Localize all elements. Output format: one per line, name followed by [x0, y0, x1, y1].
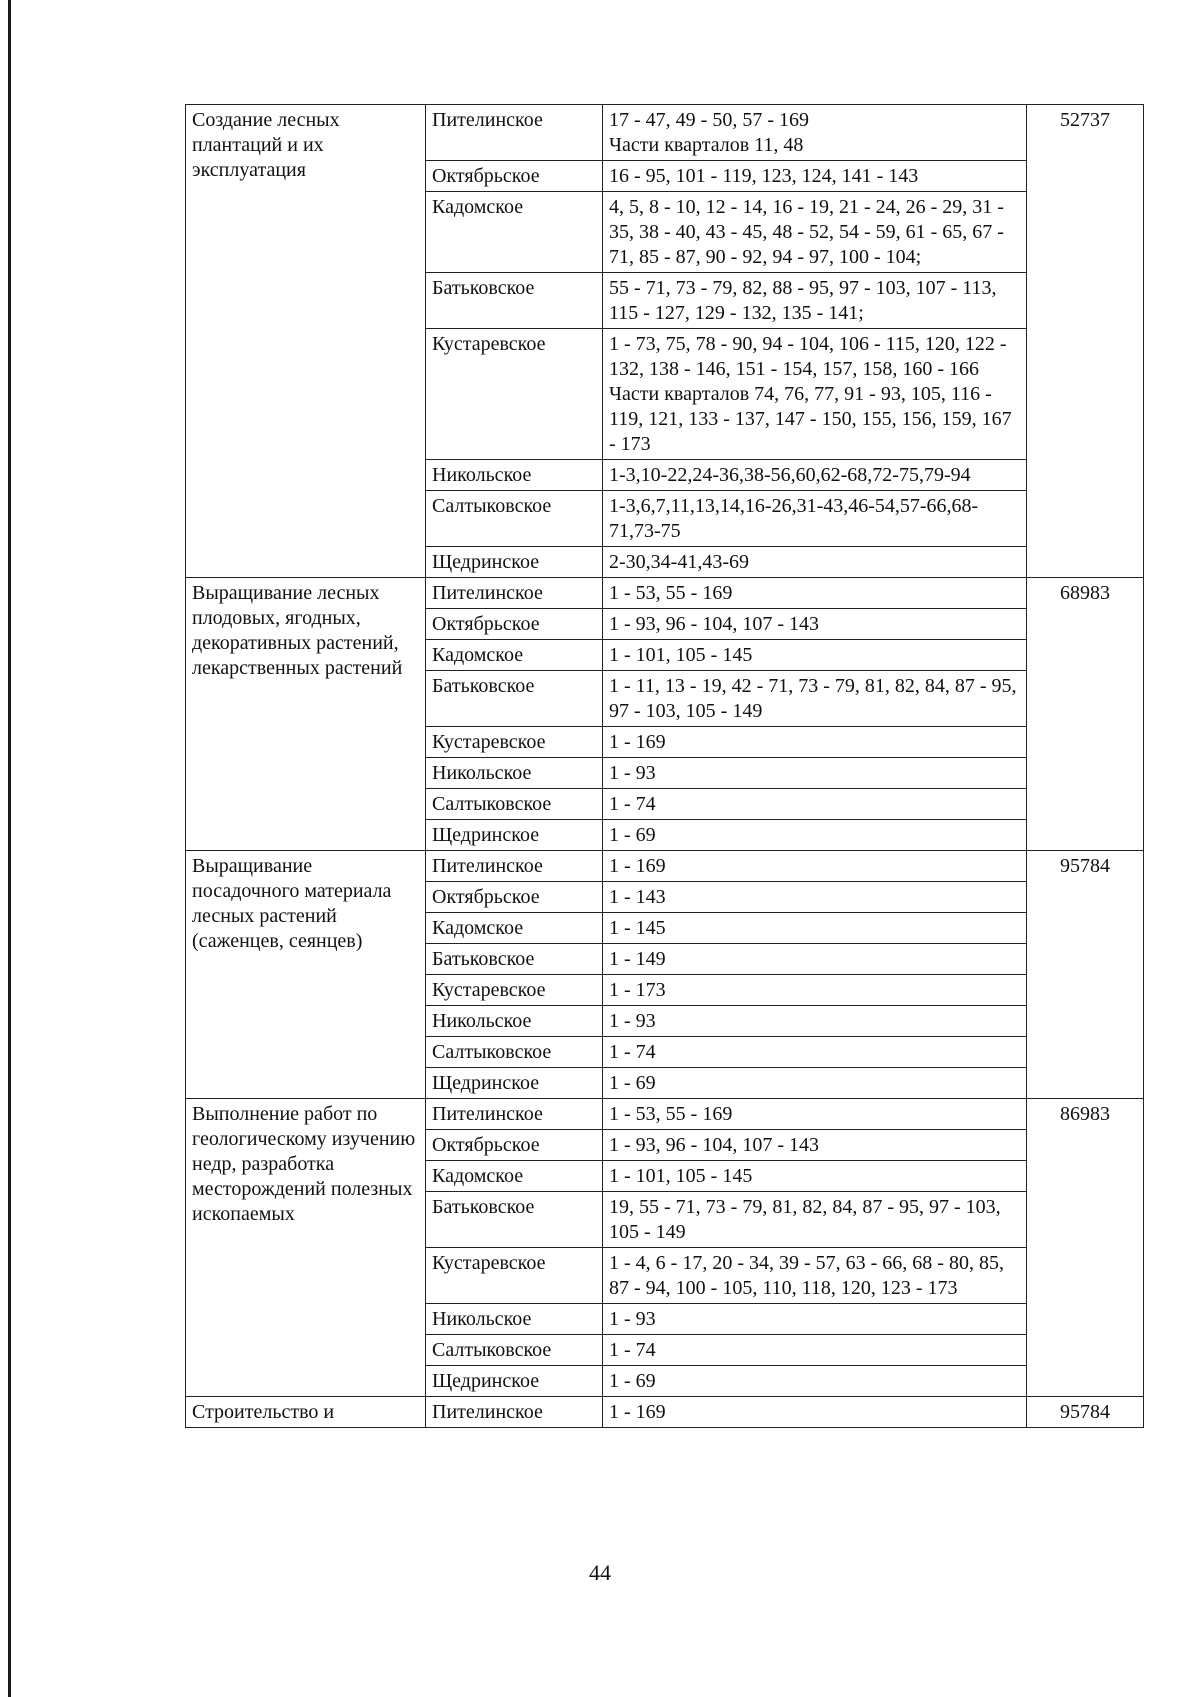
area-cell: 95784	[1027, 851, 1144, 1099]
forestry-cell: Кустаревское	[426, 975, 603, 1006]
quarters-text: 4, 5, 8 - 10, 12 - 14, 16 - 19, 21 - 24, 26 - 29, 31 - 35, 38 - 40, 43 - 45, 48 - 52, 54 - 59, 61 - 65, 67 - 71, 85 - 87, 90 - 92, 94 - 97, 100 - 104;	[609, 196, 1004, 268]
quarters-cell	[603, 1099, 1027, 1130]
quarters-text: 1 - 74	[609, 1041, 656, 1063]
quarters-text: 1 - 169	[609, 1401, 666, 1423]
activity-cell: Выращивание лесных плодовых, ягодных, декоративных растений, лекарственных растений	[186, 578, 426, 851]
quarters-text: 1 - 93	[609, 762, 656, 784]
forestry-cell: Кадомское	[426, 192, 603, 273]
forestry-cell: Батьковское	[426, 1192, 603, 1248]
forestry-cell: Пителинское	[426, 105, 603, 161]
quarters-text: 1 - 74	[609, 793, 656, 815]
forestry-cell: Кадомское	[426, 640, 603, 671]
quarters-text: 1 - 169	[609, 855, 666, 877]
quarters-text: 1 - 69	[609, 824, 656, 846]
quarters-text: 1-3,6,7,11,13,14,16-26,31-43,46-54,57-66,68-71,73-75	[609, 495, 979, 542]
quarters-text: 1 - 93	[609, 1010, 656, 1032]
area-cell: 95784	[1027, 1397, 1144, 1428]
forest-use-table	[185, 104, 1144, 1428]
quarters-cell	[603, 671, 1027, 727]
activity-cell: Выращивание посадочного материала лесных растений (саженцев, сеянцев)	[186, 851, 426, 1099]
area-cell: 52737	[1027, 105, 1144, 578]
forestry-cell: Пителинское	[426, 851, 603, 882]
quarters-text: 1 - 74	[609, 1339, 656, 1361]
quarters-text: 1 - 69	[609, 1072, 656, 1094]
forestry-cell: Щедринское	[426, 1366, 603, 1397]
quarters-text: 16 - 95, 101 - 119, 123, 124, 141 - 143	[609, 165, 919, 187]
forestry-cell: Никольское	[426, 1304, 603, 1335]
quarters-text: 19, 55 - 71, 73 - 79, 81, 82, 84, 87 - 95, 97 - 103, 105 - 149	[609, 1196, 1001, 1243]
quarters-text: 1 - 53, 55 - 169	[609, 1103, 733, 1125]
forestry-cell: Кадомское	[426, 913, 603, 944]
quarters-text: 2-30,34-41,43-69	[609, 551, 749, 573]
quarters-cell	[603, 913, 1027, 944]
quarters-cell	[603, 460, 1027, 491]
quarters-text: 1 - 101, 105 - 145	[609, 1165, 753, 1187]
quarters-cell	[603, 1037, 1027, 1068]
page-number: 44	[589, 1560, 611, 1585]
forestry-cell: Щедринское	[426, 547, 603, 578]
forestry-cell: Пителинское	[426, 578, 603, 609]
quarters-text: 1 - 93	[609, 1308, 656, 1330]
quarters-cell	[603, 727, 1027, 758]
quarters-text: 1 - 73, 75, 78 - 90, 94 - 104, 106 - 115, 120, 122 - 132, 138 - 146, 151 - 154, 157, 158, 160 - 166	[609, 333, 1007, 380]
forestry-cell: Пителинское	[426, 1099, 603, 1130]
quarters-cell	[603, 820, 1027, 851]
quarters-cell	[603, 105, 1027, 161]
forestry-cell: Салтыковское	[426, 1037, 603, 1068]
forestry-cell: Щедринское	[426, 1068, 603, 1099]
forestry-cell: Батьковское	[426, 273, 603, 329]
quarters-cell	[603, 329, 1027, 460]
quarters-text: 1 - 149	[609, 948, 666, 970]
quarters-text: 1 - 69	[609, 1370, 656, 1392]
quarters-text: 1 - 11, 13 - 19, 42 - 71, 73 - 79, 81, 82, 84, 87 - 95, 97 - 103, 105 - 149	[609, 675, 1017, 722]
forestry-cell: Щедринское	[426, 820, 603, 851]
quarters-text: 55 - 71, 73 - 79, 82, 88 - 95, 97 - 103, 107 - 113, 115 - 127, 129 - 132, 135 - 141;	[609, 277, 997, 324]
quarters-cell	[603, 1006, 1027, 1037]
forestry-cell: Октябрьское	[426, 609, 603, 640]
quarters-cell	[603, 1397, 1027, 1428]
table-row	[186, 851, 1144, 882]
quarters-cell	[603, 1248, 1027, 1304]
quarters-cell	[603, 789, 1027, 820]
quarters-cell	[603, 1366, 1027, 1397]
forestry-cell: Октябрьское	[426, 161, 603, 192]
quarters-cell	[603, 609, 1027, 640]
quarters-cell	[603, 491, 1027, 547]
activity-cell: Выполнение работ по геологическому изучению недр, разработка месторождений полезных ископаемых	[186, 1099, 426, 1397]
quarters-cell	[603, 192, 1027, 273]
forestry-cell: Никольское	[426, 758, 603, 789]
quarters-text: 17 - 47, 49 - 50, 57 - 169	[609, 109, 809, 131]
forestry-cell: Кустаревское	[426, 1248, 603, 1304]
quarters-cell	[603, 851, 1027, 882]
quarters-cell	[603, 273, 1027, 329]
quarters-text: 1 - 101, 105 - 145	[609, 644, 753, 666]
area-cell: 86983	[1027, 1099, 1144, 1397]
table-row	[186, 1099, 1144, 1130]
quarters-text: 1 - 143	[609, 886, 666, 908]
quarters-cell	[603, 578, 1027, 609]
table-row	[186, 578, 1144, 609]
quarters-text: Части кварталов 74, 76, 77, 91 - 93, 105, 116 - 119, 121, 133 - 137, 147 - 150, 155, 156, 159, 167 - 173	[609, 383, 1012, 455]
area-cell: 68983	[1027, 578, 1144, 851]
quarters-cell	[603, 1335, 1027, 1366]
forestry-cell: Пителинское	[426, 1397, 603, 1428]
activity-cell: Создание лесных плантаций и их эксплуатация	[186, 105, 426, 578]
forestry-cell: Батьковское	[426, 671, 603, 727]
quarters-cell	[603, 882, 1027, 913]
quarters-cell	[603, 758, 1027, 789]
forestry-cell: Батьковское	[426, 944, 603, 975]
quarters-text: Части кварталов 11, 48	[609, 134, 804, 156]
activity-cell: Строительство и	[186, 1397, 426, 1428]
forestry-cell: Кадомское	[426, 1161, 603, 1192]
forestry-cell: Никольское	[426, 1006, 603, 1037]
forestry-cell: Никольское	[426, 460, 603, 491]
forestry-cell: Салтыковское	[426, 491, 603, 547]
quarters-cell	[603, 640, 1027, 671]
quarters-cell	[603, 1068, 1027, 1099]
forestry-cell: Кустаревское	[426, 727, 603, 758]
forestry-cell: Кустаревское	[426, 329, 603, 460]
quarters-cell	[603, 547, 1027, 578]
quarters-cell	[603, 1304, 1027, 1335]
document-page	[185, 104, 1145, 1428]
quarters-text: 1 - 53, 55 - 169	[609, 582, 733, 604]
quarters-text: 1 - 4, 6 - 17, 20 - 34, 39 - 57, 63 - 66, 68 - 80, 85, 87 - 94, 100 - 105, 110, 118, 120, 123 - 173	[609, 1252, 1004, 1299]
table-row	[186, 1397, 1144, 1428]
quarters-cell	[603, 975, 1027, 1006]
quarters-cell	[603, 161, 1027, 192]
quarters-text: 1 - 93, 96 - 104, 107 - 143	[609, 613, 819, 635]
quarters-cell	[603, 1192, 1027, 1248]
quarters-text: 1 - 145	[609, 917, 666, 939]
quarters-cell	[603, 1161, 1027, 1192]
binding-line	[8, 0, 11, 1697]
quarters-text: 1-3,10-22,24-36,38-56,60,62-68,72-75,79-94	[609, 464, 971, 486]
quarters-text: 1 - 169	[609, 731, 666, 753]
quarters-text: 1 - 173	[609, 979, 666, 1001]
table-row	[186, 105, 1144, 161]
forestry-cell: Октябрьское	[426, 882, 603, 913]
forestry-cell: Октябрьское	[426, 1130, 603, 1161]
quarters-text: 1 - 93, 96 - 104, 107 - 143	[609, 1134, 819, 1156]
quarters-cell	[603, 944, 1027, 975]
table-body	[186, 105, 1144, 1428]
quarters-cell	[603, 1130, 1027, 1161]
forestry-cell: Салтыковское	[426, 1335, 603, 1366]
forestry-cell: Салтыковское	[426, 789, 603, 820]
